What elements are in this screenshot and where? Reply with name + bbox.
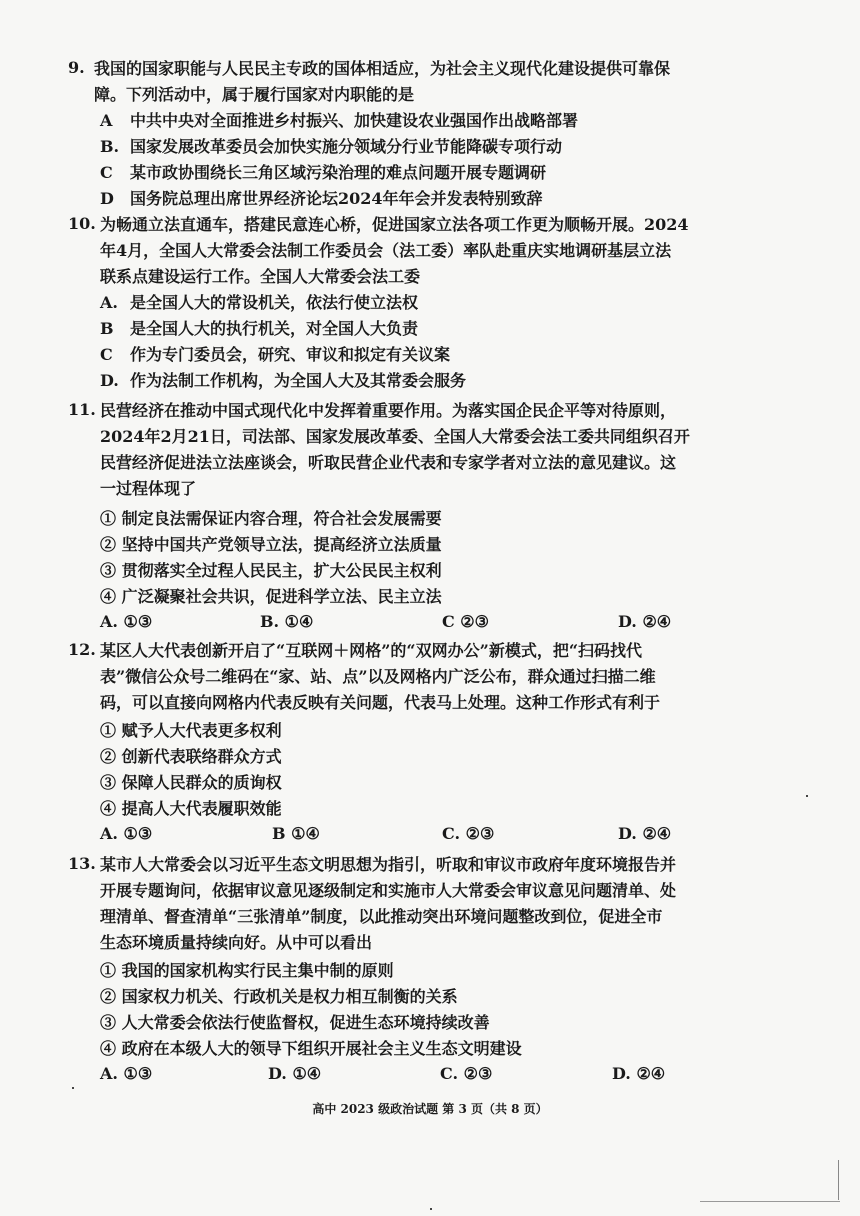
statement: ② 坚持中国共产党领导立法，提高经济立法质量 [100,535,442,554]
scan-speck [72,1087,74,1089]
question-stem-line: 表”微信公众号二维码在“家、站、点”以及网格内广泛公布，群众通过扫描二维 [100,667,656,686]
statement: ① 制定良法需保证内容合理，符合社会发展需要 [100,509,442,528]
statement: ① 我国的国家机构实行民主集中制的原则 [100,961,394,980]
question-number: 9. [68,58,85,77]
option-text: 作为专门委员会，研究、审议和拟定有关议案 [130,345,451,364]
question-number: 12. [68,640,96,659]
question-number: 13. [68,854,96,873]
option-text: 国务院总理出席世界经济论坛2024年年会并发表特别致辞 [130,189,543,208]
choice-c: C. ②③ [442,824,495,843]
scan-speck [806,795,808,797]
question-stem-line: 我国的国家职能与人民民主专政的国体相适应，为社会主义现代化建设提供可靠保 [94,59,671,78]
page-footer: 高中 2023 级政治试题 第 3 页（共 8 页） [312,1102,548,1116]
answer-choices [100,824,700,846]
statement: ① 赋予人大代表更多权利 [100,721,282,740]
option-b [100,318,418,340]
choice-b: B ①④ [272,824,320,843]
option-d [100,370,466,392]
statement: ④ 政府在本级人大的领导下组织开展社会主义生态文明建设 [100,1039,522,1058]
option-letter: A. [100,293,118,312]
question-stem-line: 生态环境质量持续向好。从中可以看出 [100,933,373,952]
option-text: 某市政协围绕长三角区域污染治理的难点问题开展专题调研 [130,163,547,182]
option-b [100,136,562,158]
scan-edge-line [838,1160,839,1200]
option-text: 是全国人大的执行机关，对全国人大负责 [130,319,419,338]
question-stem-line: 某市人大常委会以习近平生态文明思想为指引，听取和审议市政府年度环境报告并 [100,855,677,874]
question-stem-line: 2024年2月21日，司法部、国家发展改革委、全国人大常委会法工委共同组织召开 [100,427,690,446]
statement: ④ 广泛凝聚社会共识，促进科学立法、民主立法 [100,587,442,606]
question-number: 11. [68,400,96,419]
option-text: 国家发展改革委员会加快实施分领域分行业节能降碳专项行动 [130,137,563,156]
option-letter: B [100,319,114,338]
option-text: 是全国人大的常设机关，依法行使立法权 [130,293,419,312]
answer-choices [100,1064,700,1086]
scan-speck [430,1208,432,1210]
choice-a: A. ①③ [100,824,153,843]
choice-d: D. ②④ [618,824,672,843]
statement: ② 国家权力机关、行政机关是权力相互制衡的关系 [100,987,458,1006]
question-stem-line: 为畅通立法直通车，搭建民意连心桥，促进国家立法各项工作更为顺畅开展。2024 [100,215,689,234]
choice-d: D. ②④ [618,612,672,631]
question-stem-line: 一过程体现了 [100,479,197,498]
question-stem-line: 某区人大代表创新开启了“互联网＋网格”的“双网办公”新模式，把“扫码找代 [100,641,643,660]
option-letter: C [100,345,113,364]
option-a [100,110,578,132]
option-a [100,292,418,314]
question-stem-line: 联系点建设运行工作。全国人大常委会法工委 [100,267,421,286]
question-stem-line: 民营经济促进法立法座谈会，听取民营企业代表和专家学者对立法的意见建议。这 [100,453,677,472]
option-letter: D [100,189,114,208]
choice-c: C ②③ [442,612,489,631]
option-d [100,188,543,210]
answer-choices [100,612,700,634]
statement: ④ 提高人大代表履职效能 [100,799,282,818]
choice-b: D. ①④ [268,1064,322,1083]
choice-a: A. ①③ [100,612,153,631]
question-stem-line: 障。下列活动中，属于履行国家对内职能的是 [94,85,415,104]
option-letter: D. [100,371,119,390]
option-letter: A [100,111,113,130]
option-letter: C [100,163,113,182]
statement: ③ 保障人民群众的质询权 [100,773,282,792]
question-stem-line: 年4月，全国人大常委会法制工作委员会（法工委）率队赴重庆实地调研基层立法 [100,241,672,260]
option-letter: B. [100,137,120,156]
choice-d: D. ②④ [612,1064,666,1083]
statement: ③ 人大常委会依法行使监督权，促进生态环境持续改善 [100,1013,490,1032]
question-stem-line: 开展专题询问，依据审议意见逐级制定和实施市人大常委会审议意见问题清单、处 [100,881,677,900]
question-stem-line: 理清单、督查清单“三张清单”制度，以此推动突出环境问题整改到位，促进全市 [100,907,663,926]
scan-edge-line [700,1201,840,1202]
statement: ③ 贯彻落实全过程人民民主，扩大公民民主权利 [100,561,442,580]
question-stem-line: 码，可以直接向网格内代表反映有关问题，代表马上处理。这种工作形式有利于 [100,693,661,712]
option-c [100,162,546,184]
question-number: 10. [68,214,96,233]
option-text: 中共中央对全面推进乡村振兴、加快建设农业强国作出战略部署 [130,111,579,130]
statement: ② 创新代表联络群众方式 [100,747,282,766]
option-text: 作为法制工作机构，为全国人大及其常委会服务 [130,371,467,390]
choice-a: A. ①③ [100,1064,153,1083]
choice-b: B. ①④ [260,612,314,631]
question-stem-line: 民营经济在推动中国式现代化中发挥着重要作用。为落实国企民企平等对待原则， [100,401,677,420]
choice-c: C. ②③ [440,1064,493,1083]
option-c [100,344,450,366]
